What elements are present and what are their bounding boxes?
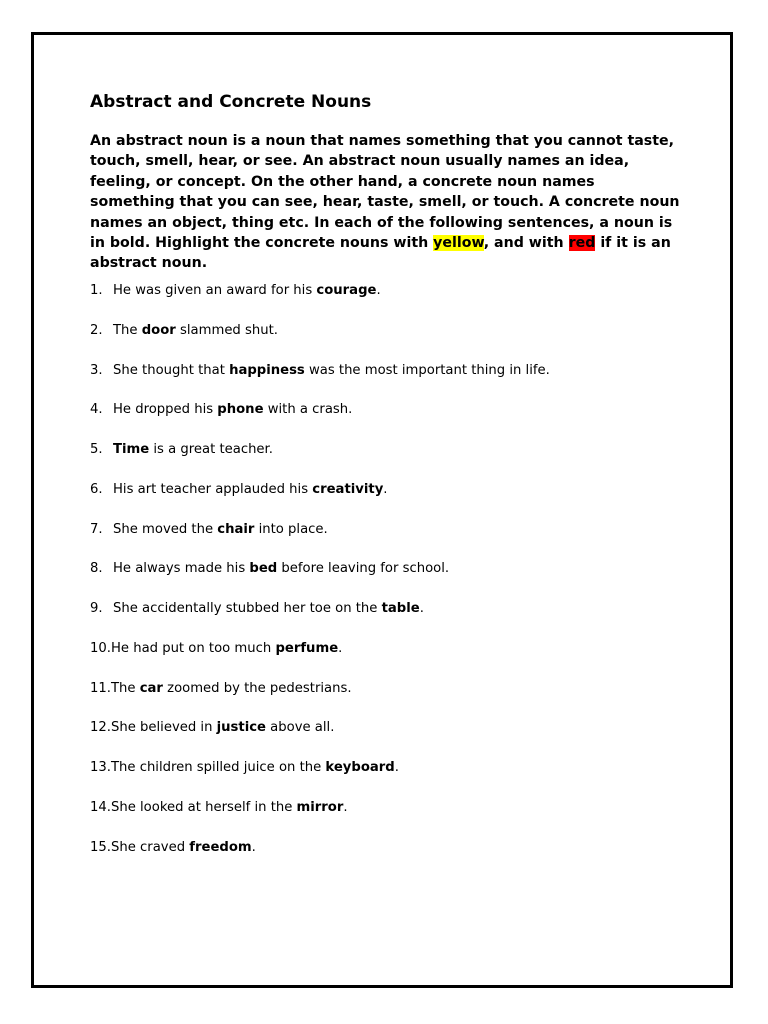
sentence-text bbox=[111, 641, 342, 656]
sentence-item bbox=[90, 840, 550, 880]
sentence-text bbox=[113, 522, 328, 537]
bold-noun[interactable]: perfume bbox=[275, 640, 339, 656]
sentence-text bbox=[111, 840, 256, 855]
sentence-text bbox=[113, 323, 278, 338]
sentence-number: 6. bbox=[90, 481, 103, 497]
bold-noun[interactable]: justice bbox=[216, 720, 266, 736]
sentence-text bbox=[111, 800, 348, 815]
sentence-text-before: He had put on too much bbox=[110, 640, 276, 656]
sentence-text-after: slammed shut. bbox=[175, 322, 278, 338]
sentence-text-before: She accidentally stubbed her toe on the bbox=[113, 601, 382, 616]
sentence-text bbox=[111, 681, 352, 696]
bold-noun[interactable]: freedom bbox=[189, 839, 252, 855]
instructions-text: An abstract noun is a noun that names something that you cannot taste, touch, smell, hear, or see. An abstract noun usually names an idea, feeling, or concept. On the other hand, a concrete noun names something that you can see, hear, taste, smell, or touch. A concrete noun names an object, thing etc. In each of the following sentences, a noun is in bold. Highlight the concrete nouns with bbox=[90, 133, 680, 252]
sentence-text bbox=[113, 283, 381, 298]
sentence-number: 15. bbox=[90, 839, 111, 855]
sentence-text-before: She looked at herself in the bbox=[110, 799, 297, 815]
sentence-number: 2. bbox=[90, 322, 103, 338]
sentence-number: 13. bbox=[90, 760, 111, 775]
sentence-text-before: She thought that bbox=[113, 362, 230, 378]
sentence-number: 3. bbox=[90, 362, 103, 378]
sentence-text-after: into place. bbox=[254, 521, 328, 537]
sentence-text-before: She moved the bbox=[113, 521, 218, 537]
sentence-text-after: zoomed by the pedestrians. bbox=[162, 680, 352, 696]
sentence-text bbox=[113, 601, 424, 616]
sentence-number: 7. bbox=[90, 521, 103, 537]
sentence-list bbox=[90, 283, 550, 879]
red-highlight-word: red bbox=[568, 235, 596, 252]
sentence-text-after: . bbox=[338, 640, 343, 656]
sentence-text-before: He dropped his bbox=[113, 402, 218, 418]
sentence-text-after: . bbox=[394, 760, 399, 775]
sentence-item bbox=[90, 601, 550, 641]
sentence-text-before: She craved bbox=[110, 839, 190, 855]
sentence-text-before: He was given an award for his bbox=[113, 283, 317, 298]
yellow-highlight-word: yellow bbox=[433, 235, 484, 252]
sentence-text-before: His art teacher applauded his bbox=[113, 481, 313, 497]
instructions-text-end: if it is an abstract noun. bbox=[90, 235, 671, 272]
bold-noun[interactable]: keyboard bbox=[325, 760, 395, 775]
sentence-text-after: above all. bbox=[265, 720, 335, 736]
sentence-text-before: The children spilled juice on the bbox=[110, 760, 326, 775]
sentence-item bbox=[90, 442, 550, 482]
sentence-item bbox=[90, 800, 550, 840]
sentence-item bbox=[90, 482, 550, 522]
sentence-text bbox=[113, 402, 352, 417]
sentence-item bbox=[90, 641, 550, 681]
bold-noun[interactable]: Time bbox=[113, 442, 150, 457]
sentence-text-after: before leaving for school. bbox=[277, 561, 450, 577]
sentence-text-before: She believed in bbox=[110, 720, 217, 736]
sentence-text bbox=[111, 720, 334, 735]
sentence-text-before: He always made his bbox=[113, 561, 250, 577]
sentence-item bbox=[90, 561, 550, 601]
sentence-item bbox=[90, 363, 550, 403]
sentence-text-after: . bbox=[251, 839, 256, 855]
bold-noun[interactable]: door bbox=[141, 322, 176, 338]
sentence-item bbox=[90, 402, 550, 442]
sentence-item bbox=[90, 323, 550, 363]
worksheet-title: Abstract and Concrete Nouns bbox=[90, 92, 372, 112]
sentence-number: 10. bbox=[90, 640, 111, 656]
sentence-text bbox=[111, 760, 399, 775]
sentence-number: 14. bbox=[90, 799, 111, 815]
bold-noun[interactable]: phone bbox=[217, 402, 264, 418]
bold-noun[interactable]: chair bbox=[217, 521, 255, 537]
bold-noun[interactable]: happiness bbox=[229, 362, 305, 378]
sentence-text-after: . bbox=[383, 481, 388, 497]
sentence-text-after: . bbox=[376, 283, 381, 298]
sentence-text-after: was the most important thing in life. bbox=[304, 362, 550, 378]
bold-noun[interactable]: courage bbox=[316, 283, 377, 298]
bold-noun[interactable]: creativity bbox=[312, 481, 384, 497]
sentence-number: 1. bbox=[90, 283, 103, 298]
sentence-text bbox=[113, 482, 388, 497]
bold-noun[interactable]: bed bbox=[249, 561, 278, 577]
sentence-text bbox=[113, 363, 550, 378]
sentence-item bbox=[90, 720, 550, 760]
sentence-text-before: The bbox=[110, 680, 140, 696]
sentence-text-after: . bbox=[419, 601, 424, 616]
sentence-number: 11. bbox=[90, 680, 111, 696]
sentence-text-before: The bbox=[113, 322, 142, 338]
sentence-number: 9. bbox=[90, 601, 103, 616]
sentence-number: 4. bbox=[90, 402, 103, 418]
sentence-text-after: . bbox=[343, 799, 348, 815]
instructions-text-middle: , and with bbox=[483, 235, 569, 252]
bold-noun[interactable]: table bbox=[381, 601, 420, 616]
sentence-number: 12. bbox=[90, 720, 111, 736]
sentence-text bbox=[113, 561, 449, 576]
sentence-number: 5. bbox=[90, 442, 103, 457]
sentence-text bbox=[113, 442, 273, 457]
sentence-item bbox=[90, 522, 550, 562]
sentence-number: 8. bbox=[90, 561, 103, 577]
sentence-text-after: is a great teacher. bbox=[149, 442, 273, 457]
bold-noun[interactable]: mirror bbox=[296, 799, 344, 815]
sentence-item bbox=[90, 681, 550, 721]
bold-noun[interactable]: car bbox=[139, 680, 163, 696]
sentence-text-after: with a crash. bbox=[263, 402, 353, 418]
sentence-item bbox=[90, 283, 550, 323]
instructions-paragraph bbox=[90, 131, 680, 274]
sentence-item bbox=[90, 760, 550, 800]
